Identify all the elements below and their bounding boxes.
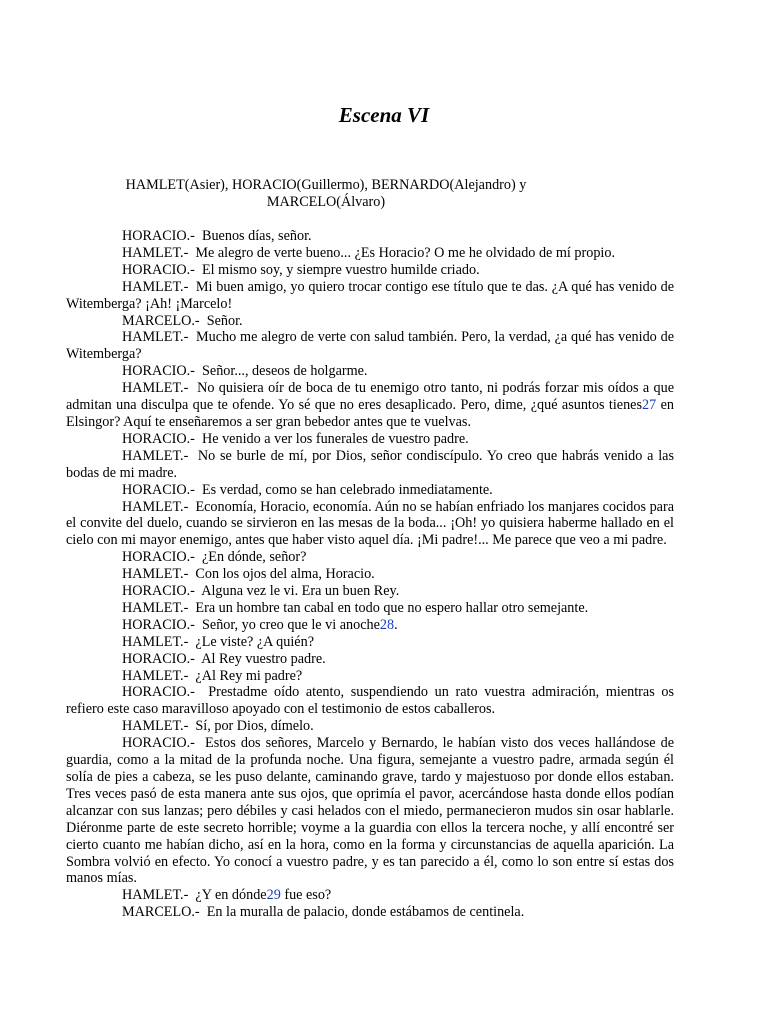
- dialogue-body: [66, 228, 674, 921]
- speech-text: ¿Le viste? ¿A quién?: [195, 633, 314, 650]
- dialogue-line: [66, 617, 674, 634]
- speaker-name: MARCELO.-: [122, 904, 200, 921]
- speaker-name: HORACIO.-: [122, 583, 195, 600]
- speech-text: Señor..., deseos de holgarme.: [202, 363, 368, 380]
- speaker-name: HORACIO.-: [122, 735, 195, 752]
- dialogue-line: [66, 262, 674, 279]
- speech-text: ¿Al Rey mi padre?: [195, 667, 303, 684]
- speaker-name: HORACIO.-: [122, 261, 195, 278]
- dialogue-line: [66, 448, 674, 482]
- dialogue-line: [66, 549, 674, 566]
- speech-text: Es verdad, como se han celebrado inmediatamente.: [202, 481, 493, 498]
- speaker-name: HORACIO.-: [122, 650, 195, 667]
- dialogue-line: [66, 904, 674, 921]
- dialogue-line: [66, 668, 674, 685]
- speaker-name: HAMLET.-: [122, 667, 189, 684]
- speaker-name: HORACIO.-: [122, 684, 195, 701]
- speech-text: en Elsingor? Aquí te enseñaremos a ser gran bebedor antes que te vuelvas.: [66, 397, 674, 430]
- speaker-name: HORACIO.-: [122, 430, 195, 447]
- dialogue-line: [66, 499, 674, 550]
- speaker-name: MARCELO.-: [122, 312, 200, 329]
- speech-text: Señor.: [206, 312, 243, 329]
- speech-text: Alguna vez le vi. Era un buen Rey.: [201, 583, 400, 600]
- cast-list: [96, 177, 556, 211]
- scene-title: Escena VI: [338, 103, 430, 127]
- dialogue-line: [66, 583, 674, 600]
- speech-text: Al Rey vuestro padre.: [201, 650, 326, 667]
- dialogue-line: [66, 313, 674, 330]
- dialogue-line: [66, 228, 674, 245]
- speech-text: Mucho me alegro de verte con salud también. Pero, la verdad, ¿a qué has venido de Witemberga?: [66, 329, 674, 363]
- speaker-name: HAMLET.-: [122, 278, 189, 295]
- speech-text: Con los ojos del alma, Horacio.: [195, 566, 375, 583]
- speech-text: No quisiera oír de boca de tu enemigo otro tanto, ni podrás forzar mis oídos a que admitan una disculpa que te ofende. Yo sé que no eres desaplicado. Pero, dime, ¿qué asuntos tienes: [66, 380, 674, 414]
- dialogue-line: [66, 245, 674, 262]
- dialogue-line: [66, 380, 674, 431]
- speech-text: Estos dos señores, Marcelo y Bernardo, le habían visto dos veces hallándose de guardia, como a la mitad de la profunda noche. Una figura, semejante a vuestro padre, armada según él solía de pies a cabeza, se les puso delante, caminando grave, tardo y majestuoso por donde ellos estaban. Tres veces pasó de esta manera ante sus ojos, que oprimía el pavor, acercándose hasta donde ellos podían alcanzar con sus lanzas; pero débiles y casi helados con el miedo, permanecieron mudos sin osar hablarle. Diéronme parte de este secreto horrible; voyme a la guardia con ellos la tercera noche, y allí encontré ser cierto cuanto me habían dicho, así en la hora, como en la forma y circunstancias de aquella aparición. La Sombra volvió en efecto. Yo conocí a vuestro padre, y es tan parecido a él, como lo son entre sí estas dos manos mías.: [66, 735, 675, 887]
- dialogue-line: [66, 431, 674, 448]
- dialogue-line: [66, 279, 674, 313]
- speech-text: Me alegro de verte bueno... ¿Es Horacio? O me he olvidado de mí propio.: [195, 244, 615, 261]
- speaker-name: HAMLET.-: [122, 633, 189, 650]
- speaker-name: HORACIO.-: [122, 616, 195, 633]
- speech-text: ¿En dónde, señor?: [202, 549, 307, 566]
- dialogue-line: [66, 735, 674, 887]
- cast-line: MARCELO(Álvaro): [266, 194, 386, 210]
- footnote-reference-link[interactable]: 27: [642, 397, 657, 414]
- dialogue-line: [66, 363, 674, 380]
- dialogue-line: [66, 684, 674, 718]
- speaker-name: HAMLET.-: [122, 244, 189, 261]
- speaker-name: HAMLET.-: [122, 887, 189, 904]
- speech-text: Mi buen amigo, yo quiero trocar contigo ese título que te das. ¿A qué has venido de Witemberga? ¡Ah! ¡Marcelo!: [66, 278, 674, 312]
- speaker-name: HAMLET.-: [122, 566, 189, 583]
- dialogue-line: [66, 651, 674, 668]
- speech-text: En la muralla de palacio, donde estábamos de centinela.: [206, 904, 525, 921]
- footnote-reference-link[interactable]: 28: [379, 616, 395, 633]
- dialogue-line: [66, 887, 674, 904]
- speaker-name: HORACIO.-: [122, 228, 195, 244]
- speech-text: He venido a ver los funerales de vuestro padre.: [202, 430, 469, 447]
- speaker-name: HAMLET.-: [122, 599, 189, 616]
- speaker-name: HORACIO.-: [122, 481, 195, 498]
- speaker-name: HORACIO.-: [122, 363, 195, 380]
- footnote-reference-link[interactable]: 29: [266, 887, 281, 904]
- speaker-name: HAMLET.-: [122, 380, 189, 397]
- speech-text: Era un hombre tan cabal en todo que no espero hallar otro semejante.: [195, 599, 589, 616]
- dialogue-line: [66, 600, 674, 617]
- dialogue-line: [66, 718, 674, 735]
- speech-text: Señor, yo creo que le vi anoche: [202, 616, 380, 633]
- speech-text: Economía, Horacio, economía. Aún no se habían enfriado los manjares cocidos para el convite del duelo, cuando se sirvieron en las mesas de la boda... ¡Oh! yo quisiera haberme hallado en el cielo con mi mayor enemigo, antes que haber visto aquel día. ¡Mi padre!... Me parece que veo a mi padre.: [66, 498, 674, 549]
- speech-text: Buenos días, señor.: [202, 228, 312, 244]
- speaker-name: HORACIO.-: [122, 549, 195, 566]
- dialogue-line: [66, 566, 674, 583]
- cast-line: HAMLET(Asier), HORACIO(Guillermo), BERNARDO(Alejandro) y: [125, 177, 527, 193]
- dialogue-line: [66, 329, 674, 363]
- speech-text: .: [394, 616, 398, 633]
- speech-text: El mismo soy, y siempre vuestro humilde criado.: [202, 261, 480, 278]
- speech-text: No se burle de mí, por Dios, señor condiscípulo. Yo creo que habrás venido a las bodas de mi madre.: [66, 447, 674, 481]
- speaker-name: HAMLET.-: [122, 447, 189, 464]
- speech-text: Prestadme oído atento, suspendiendo un rato vuestra admiración, mientras os refiero este caso maravilloso apoyado con el testimonio de estos caballeros.: [66, 684, 675, 718]
- speech-text: Sí, por Dios, dímelo.: [195, 718, 314, 735]
- speech-text: fue eso?: [280, 887, 332, 904]
- speaker-name: HAMLET.-: [122, 329, 189, 346]
- dialogue-line: [66, 482, 674, 499]
- speaker-name: HAMLET.-: [122, 718, 189, 735]
- speech-text: ¿Y en dónde: [195, 887, 267, 904]
- dialogue-line: [66, 634, 674, 651]
- speaker-name: HAMLET.-: [122, 498, 189, 515]
